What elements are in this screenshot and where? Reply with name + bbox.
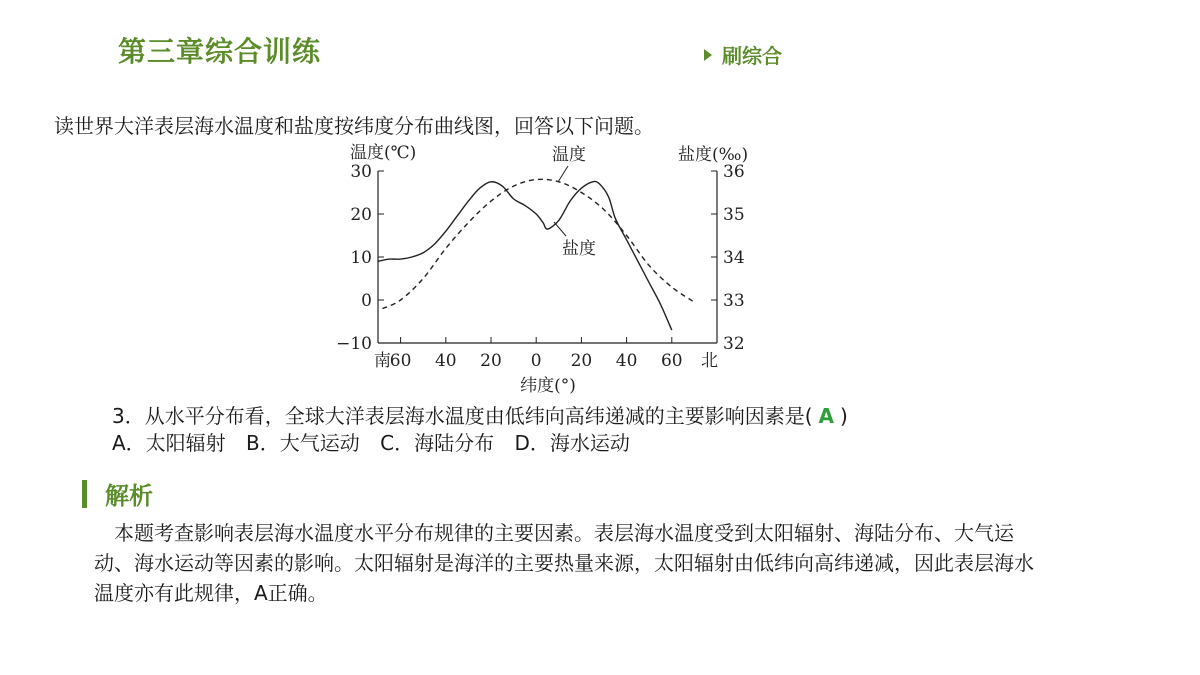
- chapter-title: 第三章综合训练: [118, 35, 322, 68]
- left-tick-label: 30: [350, 162, 372, 182]
- x-tick-label: 20: [570, 351, 593, 371]
- right-tick-label: 35: [723, 205, 745, 225]
- x-tick-label: 40: [434, 351, 457, 371]
- question-close: ): [840, 404, 848, 428]
- options-row: [112, 427, 644, 456]
- temperature-salinity-chart: [330, 138, 770, 396]
- right-tick-label: 34: [723, 248, 745, 268]
- left-tick-label: 10: [350, 248, 372, 268]
- question-stem-line: [112, 400, 848, 429]
- left-tick-label: 0: [361, 291, 372, 311]
- salinity-series-label: 盐度: [562, 239, 596, 259]
- option-a[interactable]: A．太阳辐射: [112, 431, 226, 455]
- temperature-series-label: 温度: [552, 145, 586, 165]
- x-tick-label: 60: [389, 351, 412, 371]
- x-axis-title: 纬度(°): [520, 376, 576, 396]
- x-tick-label: 0: [530, 351, 542, 371]
- section-tag: [704, 40, 782, 69]
- x-end-label-north: 北: [701, 351, 718, 371]
- temperature-leader-line: [558, 166, 568, 182]
- option-d[interactable]: D．海水运动: [514, 431, 630, 455]
- right-tick-label: 32: [723, 334, 745, 354]
- left-tick-label: 20: [350, 205, 372, 225]
- salinity-leader-line: [554, 222, 566, 236]
- analysis-body: 本题考查影响表层海水温度水平分布规律的主要因素。表层海水温度受到太阳辐射、海陆分布、大气运动、海水运动等因素的影响。太阳辐射是海洋的主要热量来源，太阳辐射由低纬向高纬递减，因此表层海水温度亦有此规律，A正确。: [94, 521, 1034, 605]
- question-intro: 读世界大洋表层海水温度和盐度按纬度分布曲线图，回答以下问题。: [54, 114, 654, 138]
- analysis-heading-label: 解析: [105, 482, 153, 510]
- salinity-line: [378, 181, 672, 330]
- x-end-label-south: 南: [374, 351, 391, 371]
- analysis-heading: [82, 476, 153, 511]
- question-stem: 3．从水平分布看，全球大洋表层海水温度由低纬向高纬递减的主要影响因素是(: [112, 404, 813, 428]
- left-tick-label: −10: [336, 334, 372, 354]
- right-tick-label: 36: [723, 162, 745, 182]
- temperature-line: [383, 179, 695, 308]
- x-tick-label: 40: [615, 351, 638, 371]
- answer-mark: A: [818, 404, 835, 428]
- heading-bar: [82, 480, 87, 508]
- right-tick-label: 33: [723, 291, 745, 311]
- section-tag-label: 刷综合: [722, 44, 782, 68]
- left-axis-title: 温度(℃): [350, 143, 417, 163]
- option-b[interactable]: B．大气运动: [246, 431, 360, 455]
- right-axis-title: 盐度(‰): [678, 145, 749, 165]
- x-tick-label: 60: [660, 351, 683, 371]
- x-tick-label: 20: [480, 351, 502, 371]
- play-triangle-icon: [704, 49, 712, 61]
- option-c[interactable]: C．海陆分布: [380, 431, 495, 455]
